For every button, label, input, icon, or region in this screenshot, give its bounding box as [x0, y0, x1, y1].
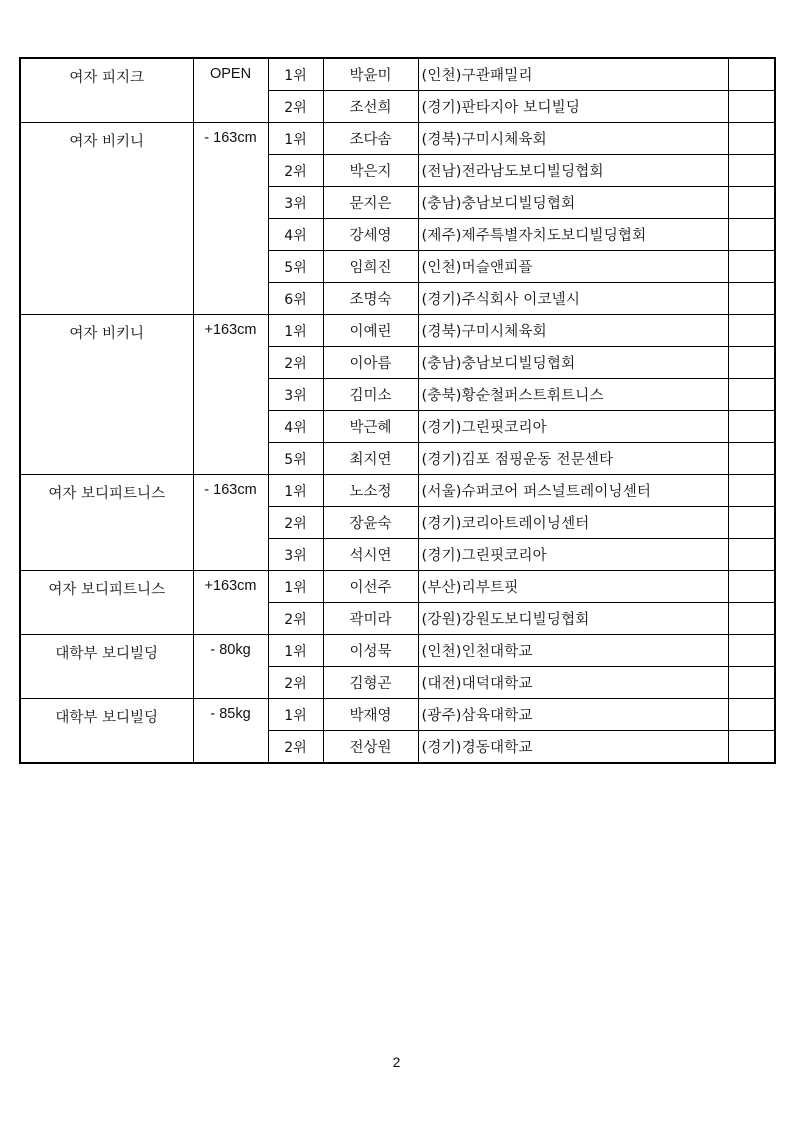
- class-cell: OPEN: [193, 58, 268, 123]
- category-cell: 여자 비키니: [20, 123, 193, 315]
- rank-cell: 4위: [268, 219, 323, 251]
- rank-cell: 2위: [268, 667, 323, 699]
- name-cell: 조선희: [323, 91, 418, 123]
- table-row: [20, 315, 775, 347]
- note-cell: [728, 571, 775, 603]
- rank-cell: 2위: [268, 731, 323, 764]
- name-cell: 이아름: [323, 347, 418, 379]
- note-cell: [728, 603, 775, 635]
- note-cell: [728, 443, 775, 475]
- name-cell: 박근혜: [323, 411, 418, 443]
- name-cell: 이예린: [323, 315, 418, 347]
- class-cell: - 80kg: [193, 635, 268, 699]
- note-cell: [728, 187, 775, 219]
- rank-cell: 1위: [268, 475, 323, 507]
- affiliation-cell: (광주)삼육대학교: [418, 699, 728, 731]
- rank-cell: 3위: [268, 539, 323, 571]
- note-cell: [728, 283, 775, 315]
- affiliation-cell: (경기)그린핏코리아: [418, 411, 728, 443]
- category-cell: 여자 보디피트니스: [20, 475, 193, 571]
- rank-cell: 2위: [268, 91, 323, 123]
- affiliation-cell: (경기)판타지아 보디빌딩: [418, 91, 728, 123]
- class-cell: +163cm: [193, 571, 268, 635]
- note-cell: [728, 635, 775, 667]
- name-cell: 곽미라: [323, 603, 418, 635]
- note-cell: [728, 251, 775, 283]
- class-cell: - 163cm: [193, 475, 268, 571]
- name-cell: 김형곤: [323, 667, 418, 699]
- note-cell: [728, 539, 775, 571]
- note-cell: [728, 475, 775, 507]
- name-cell: 조다솜: [323, 123, 418, 155]
- affiliation-cell: (인천)구관패밀리: [418, 58, 728, 91]
- note-cell: [728, 507, 775, 539]
- name-cell: 문지은: [323, 187, 418, 219]
- rank-cell: 3위: [268, 187, 323, 219]
- rank-cell: 4위: [268, 411, 323, 443]
- affiliation-cell: (부산)리부트핏: [418, 571, 728, 603]
- note-cell: [728, 667, 775, 699]
- affiliation-cell: (경기)그린핏코리아: [418, 539, 728, 571]
- note-cell: [728, 699, 775, 731]
- affiliation-cell: (충남)충남보디빌딩협회: [418, 187, 728, 219]
- name-cell: 최지연: [323, 443, 418, 475]
- note-cell: [728, 347, 775, 379]
- category-cell: 여자 피지크: [20, 58, 193, 123]
- rank-cell: 2위: [268, 155, 323, 187]
- name-cell: 임희진: [323, 251, 418, 283]
- rank-cell: 5위: [268, 443, 323, 475]
- rank-cell: 2위: [268, 347, 323, 379]
- results-body: [20, 58, 775, 763]
- name-cell: 박은지: [323, 155, 418, 187]
- rank-cell: 3위: [268, 379, 323, 411]
- affiliation-cell: (경북)구미시체육회: [418, 123, 728, 155]
- affiliation-cell: (제주)제주특별자치도보디빌딩협회: [418, 219, 728, 251]
- affiliation-cell: (경기)김포 점핑운동 전문센타: [418, 443, 728, 475]
- affiliation-cell: (인천)인천대학교: [418, 635, 728, 667]
- affiliation-cell: (서울)슈퍼코어 퍼스널트레이닝센터: [418, 475, 728, 507]
- note-cell: [728, 58, 775, 91]
- name-cell: 조명숙: [323, 283, 418, 315]
- class-cell: - 85kg: [193, 699, 268, 764]
- category-cell: 대학부 보디빌딩: [20, 635, 193, 699]
- note-cell: [728, 219, 775, 251]
- rank-cell: 1위: [268, 123, 323, 155]
- category-cell: 대학부 보디빌딩: [20, 699, 193, 764]
- rank-cell: 2위: [268, 603, 323, 635]
- page-number: 2: [392, 1054, 401, 1070]
- name-cell: 전상원: [323, 731, 418, 764]
- note-cell: [728, 411, 775, 443]
- table-row: [20, 571, 775, 603]
- rank-cell: 1위: [268, 571, 323, 603]
- table-row: [20, 58, 775, 91]
- results-table: [19, 57, 776, 764]
- affiliation-cell: (강원)강원도보디빌딩협회: [418, 603, 728, 635]
- name-cell: 노소정: [323, 475, 418, 507]
- table-row: [20, 475, 775, 507]
- rank-cell: 5위: [268, 251, 323, 283]
- affiliation-cell: (경기)경동대학교: [418, 731, 728, 764]
- note-cell: [728, 91, 775, 123]
- affiliation-cell: (전남)전라남도보디빌딩협회: [418, 155, 728, 187]
- name-cell: 이성묵: [323, 635, 418, 667]
- affiliation-cell: (충남)충남보디빌딩협회: [418, 347, 728, 379]
- category-cell: 여자 보디피트니스: [20, 571, 193, 635]
- affiliation-cell: (대전)대덕대학교: [418, 667, 728, 699]
- note-cell: [728, 155, 775, 187]
- name-cell: 강세영: [323, 219, 418, 251]
- table-row: [20, 123, 775, 155]
- affiliation-cell: (경북)구미시체육회: [418, 315, 728, 347]
- affiliation-cell: (충북)황순철퍼스트휘트니스: [418, 379, 728, 411]
- name-cell: 이선주: [323, 571, 418, 603]
- category-cell: 여자 비키니: [20, 315, 193, 475]
- name-cell: 박재영: [323, 699, 418, 731]
- table-row: [20, 699, 775, 731]
- rank-cell: 1위: [268, 699, 323, 731]
- note-cell: [728, 315, 775, 347]
- affiliation-cell: (경기)코리아트레이닝센터: [418, 507, 728, 539]
- name-cell: 석시연: [323, 539, 418, 571]
- rank-cell: 1위: [268, 58, 323, 91]
- name-cell: 박윤미: [323, 58, 418, 91]
- class-cell: +163cm: [193, 315, 268, 475]
- rank-cell: 6위: [268, 283, 323, 315]
- affiliation-cell: (인천)머슬앤피플: [418, 251, 728, 283]
- table-row: [20, 635, 775, 667]
- name-cell: 장윤숙: [323, 507, 418, 539]
- rank-cell: 2위: [268, 507, 323, 539]
- note-cell: [728, 379, 775, 411]
- class-cell: - 163cm: [193, 123, 268, 315]
- rank-cell: 1위: [268, 315, 323, 347]
- name-cell: 김미소: [323, 379, 418, 411]
- affiliation-cell: (경기)주식회사 이코넬시: [418, 283, 728, 315]
- note-cell: [728, 123, 775, 155]
- note-cell: [728, 731, 775, 764]
- rank-cell: 1위: [268, 635, 323, 667]
